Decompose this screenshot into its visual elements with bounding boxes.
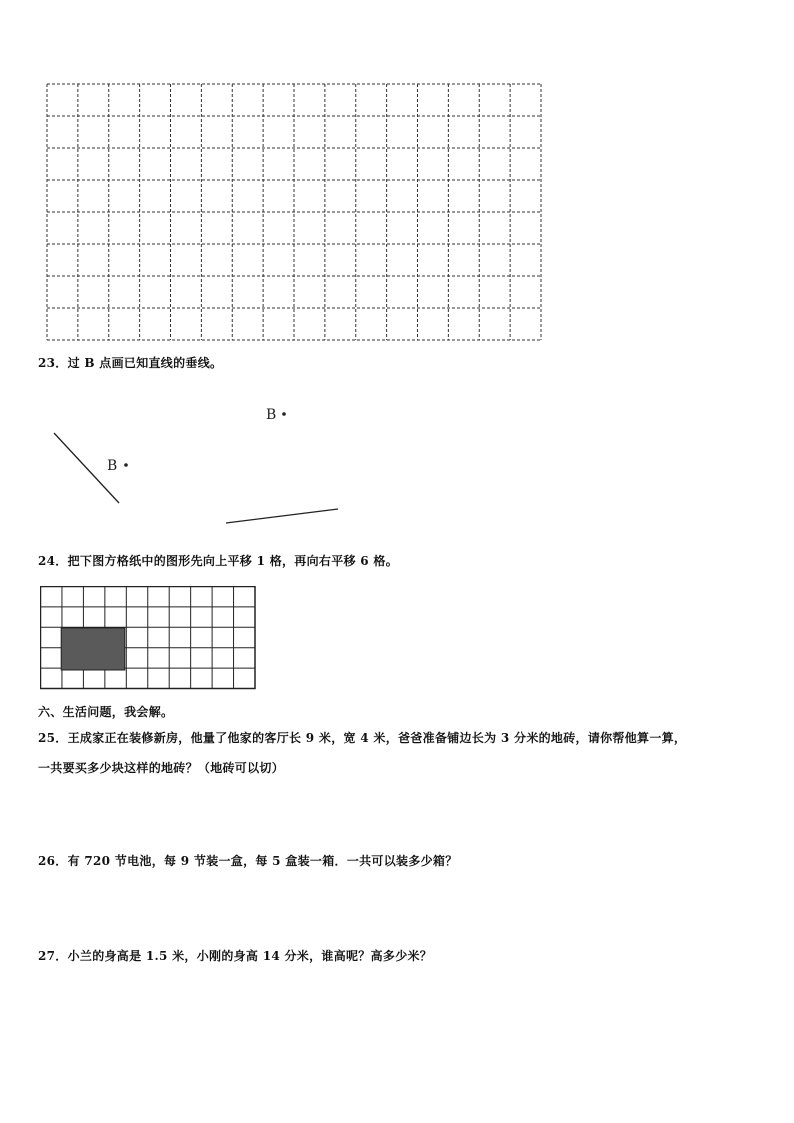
section-6-title: 六、生活问题，我会解。: [38, 705, 174, 719]
q23-figure: [40, 395, 360, 535]
question-24: 24．把下图方格纸中的图形先向上平移 1 格，再向右平移 6 格。: [38, 554, 399, 568]
question-27: 27．小兰的身高是 1.5 米，小刚的身高 14 分米，谁高呢？高多少米？: [38, 949, 433, 963]
question-25-line2: 一共要买多少块这样的地砖？（地砖可以切）: [38, 761, 285, 775]
question-23: 23．过 B 点画已知直线的垂线。: [38, 356, 223, 370]
point-b-dot-2: [124, 463, 128, 467]
square-grid-paper: [40, 586, 258, 691]
point-b-label-1: B: [266, 407, 277, 423]
question-26: 26．有 720 节电池，每 9 节装一盒，每 5 盒装一箱．一共可以装多少箱？: [38, 854, 458, 868]
shaded-rectangle: [61, 628, 125, 670]
point-b-label-2: B: [107, 458, 118, 474]
question-25-line1: 25．王成家正在装修新房，他量了他家的客厅长 9 米，宽 4 米，爸爸准备铺边长为 3 分米的地砖，请你帮他算一算，: [38, 731, 687, 745]
dashed-drawing-grid: [46, 83, 542, 341]
given-line-2: [226, 509, 338, 523]
point-b-dot-1: [282, 412, 286, 416]
